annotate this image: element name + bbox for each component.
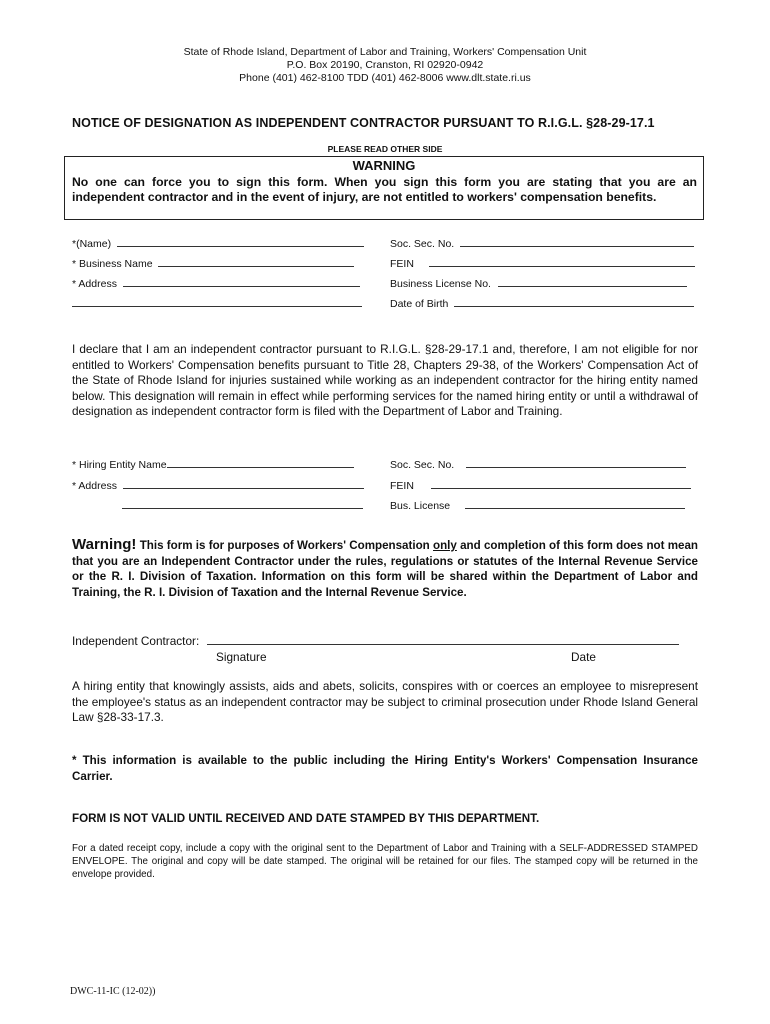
field-label: * Address — [72, 278, 117, 290]
warning-text: No one can force you to sign this form. When you sign this form you are stating that you are an independent contractor and in the event of injury, are not entitled to workers' compensation benefits. — [72, 175, 697, 204]
warning-heading: WARNING — [352, 158, 416, 173]
address-line-1 — [123, 277, 360, 287]
contractor-fein-field[interactable] — [390, 257, 695, 270]
field-label: * Business Name — [72, 258, 153, 270]
fein-line — [429, 257, 695, 267]
hiring-address-line2[interactable] — [122, 499, 363, 512]
irs-warning-paragraph: Warning! This form is for purposes of Workers' Compensation only and completion of this form does not mean that you are an Independent Contractor under the rules, regulations or statutes of the Internal Revenue Service or the R. I. Division of Taxation. Information on this form will be shared within the Department of Labor and Training, the R. I. Division of Taxation and the Internal Revenue Service. — [72, 536, 699, 599]
field-label: FEIN — [390, 258, 414, 270]
hiring-ssn-line — [466, 458, 686, 468]
hiring-address-line-1 — [123, 479, 364, 489]
form-title: NOTICE OF DESIGNATION AS INDEPENDENT CONTRACTOR PURSUANT TO R.I.G.L. §28-29-17.1 — [72, 116, 655, 130]
business-license-line — [498, 277, 687, 287]
hiring-bus-license-field[interactable] — [390, 499, 685, 512]
date-of-birth-field[interactable] — [390, 297, 694, 310]
hiring-fein-field[interactable] — [390, 479, 691, 492]
business-license-field[interactable] — [390, 277, 687, 290]
field-label: Bus. License — [390, 500, 451, 512]
contractor-address-line2[interactable] — [72, 297, 362, 310]
dob-line — [454, 297, 694, 307]
criminal-prosecution-notice: A hiring entity that knowingly assists, aids and abets, solicits, conspires with or coerces an employee to misrepresent the employee's status as an independent contractor may be subject to criminal prosecution under Rhode Island General Law §28-33-17.3. — [72, 679, 698, 725]
only-emphasis: only — [433, 539, 457, 552]
receipt-instructions: For a dated receipt copy, include a copy with the original sent to the Department of Labor and Training with a SELF-ADDRESSED STAMPED ENVELOPE. The original and copy will be date stamped. The original will be retained for our files. The stamped copy will be returned in the envelope provided. — [72, 843, 698, 880]
contractor-ssn-field[interactable] — [390, 237, 694, 250]
field-label: Business License No. — [390, 278, 491, 290]
public-information-notice: * This information is available to the public including the Hiring Entity's Workers' Compensation Insurance Carrier. — [72, 754, 698, 783]
hiring-ssn-field[interactable] — [390, 458, 686, 471]
please-read-note: PLEASE READ OTHER SIDE — [327, 144, 443, 154]
signature-label: Independent Contractor: — [72, 634, 200, 648]
hiring-address-line-2 — [122, 499, 363, 509]
warning-lead: Warning! — [72, 536, 137, 553]
warning-box — [64, 156, 704, 220]
signature-line — [207, 635, 679, 645]
hiring-entity-name-field[interactable] — [72, 458, 354, 471]
hiring-fein-line — [431, 479, 691, 489]
field-label: Soc. Sec. No. — [390, 459, 455, 471]
signature-caption: Signature — [216, 650, 267, 664]
agency-address: P.O. Box 20190, Cranston, RI 02920-0942 — [286, 59, 484, 71]
ssn-line — [460, 237, 694, 247]
not-valid-notice: FORM IS NOT VALID UNTIL RECEIVED AND DATE STAMPED BY THIS DEPARTMENT. — [72, 812, 540, 825]
business-name-line — [158, 257, 354, 267]
field-label: *(Name) — [72, 238, 112, 250]
name-line — [117, 237, 364, 247]
agency-name: State of Rhode Island, Department of Labor and Training, Workers' Compensation Unit — [183, 46, 587, 58]
form-id: DWC-11-IC (12-02)) — [70, 986, 156, 997]
hiring-entity-name-line — [167, 458, 354, 468]
address-line-2 — [72, 297, 362, 307]
field-label: * Hiring Entity Name — [72, 459, 167, 471]
contractor-name-field[interactable] — [72, 237, 364, 250]
date-caption: Date — [571, 650, 596, 664]
hiring-address-field[interactable] — [72, 479, 364, 492]
hiring-bus-license-line — [465, 499, 685, 509]
field-label: Soc. Sec. No. — [390, 238, 455, 250]
signature-field[interactable] — [72, 634, 679, 648]
agency-contact: Phone (401) 462-8100 TDD (401) 462-8006 www.dlt.state.ri.us — [239, 72, 531, 84]
field-label: FEIN — [390, 480, 414, 492]
contractor-address-field[interactable] — [72, 277, 360, 290]
field-label: Date of Birth — [390, 298, 449, 310]
field-label: * Address — [72, 480, 117, 492]
business-name-field[interactable] — [72, 257, 354, 270]
declaration-paragraph: I declare that I am an independent contractor pursuant to R.I.G.L. §28-29-17.1 and, therefore, I am not eligible for nor entitled to Workers' Compensation benefits pursuant to Title 28, Chapters 29-38, of the Workers' Compensation Act of the State of Rhode Island for injuries sustained while working as an independent contractor for the hiring entity named below. This designation will remain in effect while performing services for the named hiring entity or until a withdrawal of designation as independent contractor form is filed with the Department of Labor and Training. — [72, 342, 698, 419]
